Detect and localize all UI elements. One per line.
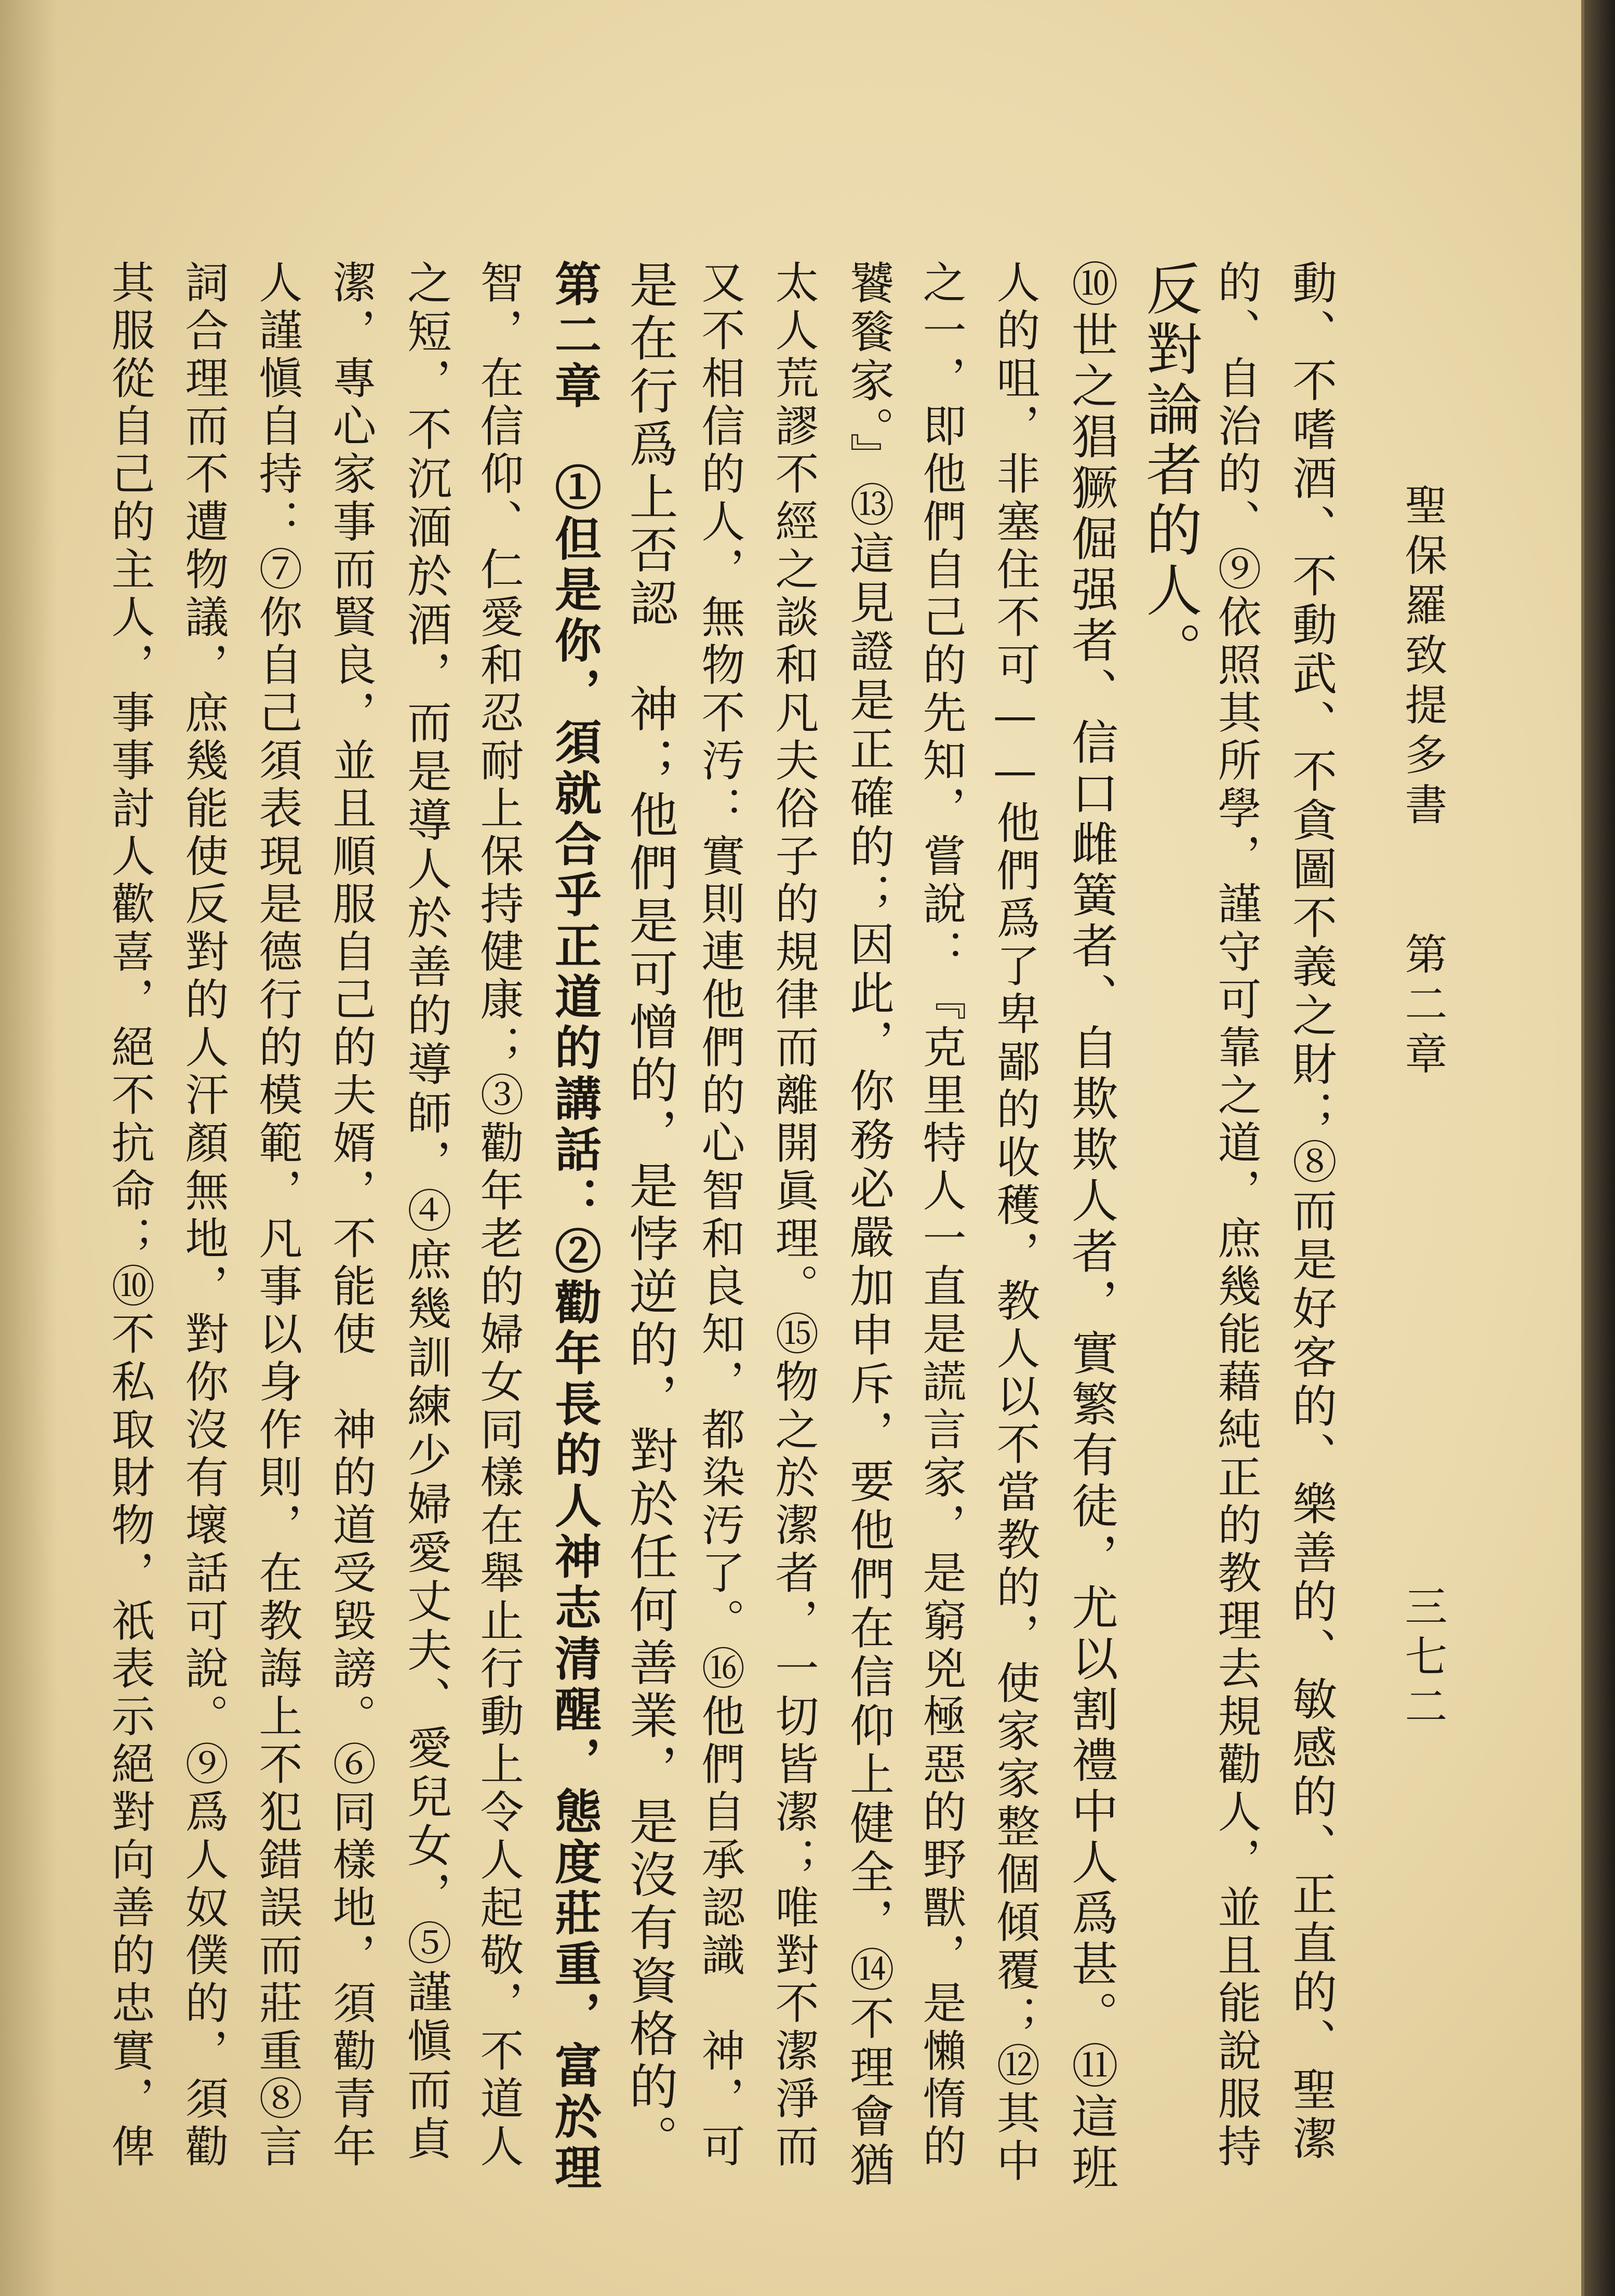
text-column: ⑩世之猖獗倔强者、信口雌簧者、自欺欺人者，實繁有徒，尤以割禮中人爲甚。⑪這班 [1063, 260, 1118, 2194]
page-number: 三七二 [1398, 1584, 1447, 1734]
text-column: 之一，即他們自己的先知，嘗說：『克里特人一直是謊言家，是窮兇極惡的野獸，是懶惰的 [916, 260, 967, 2171]
text-column: 之短，不沉湎於酒，而是導人於善的導師，④庶幾訓練少婦愛丈夫、愛兒女，⑤謹愼而貞 [399, 260, 451, 2164]
text-column: 詞合理而不遭物議，庶幾能使反對的人汗顏無地，對你沒有壞話可說。⑨爲人奴僕的，須勸 [178, 260, 229, 2171]
text-column: 潔，專心家事而賢良，並且順服自己的夫婿，不能使 神的道受毀謗。⑥同樣地，須勸青年 [326, 260, 377, 2171]
text-column: 其服從自己的主人，事事討人歡喜，絕不抗命；⑩不私取財物，祇表示絕對向善的忠實，俾 [104, 260, 155, 2171]
scan-edge [1584, 0, 1615, 2296]
text-column: 是在行爲上否認 神；他們是可憎的，是悖逆的，對於任何善業，是沒有資格的。 [621, 260, 677, 2167]
title-gap [1398, 832, 1447, 932]
text-column: 又不相信的人，無物不汚：實則連他們的心智和良知，都染汚了。⑯他們自承認識 神，可 [695, 260, 745, 2171]
text-column: 動、不嗜酒、不動武、不貪圖不義之財；⑧而是好客的、樂善的、敏感的、正直的、聖潔 [1285, 260, 1337, 2164]
page-fold-shadow [0, 0, 57, 2296]
text-column: 饕餮家。』⑬這見證是正確的；因此，你務必嚴加申斥，要他們在信仰上健全，⑭不理會猶 [842, 260, 894, 2191]
running-title [1392, 483, 1453, 1082]
text-column: 人謹愼自持：⑦你自己須表現是德行的模範，凡事以身作則，在教誨上不犯錯誤而莊重⑧言 [252, 260, 303, 2171]
text-column: 太人荒謬不經之談和凡夫俗子的規律而離開眞理。⑮物之於潔者，一切皆潔；唯對不潔淨而 [768, 260, 819, 2171]
book-title: 聖保羅致提多書 [1398, 483, 1447, 832]
text-column: 反對論者的人。 [1137, 260, 1202, 682]
text-column: 的、自治的、⑨依照其所學，謹守可靠之道，庶幾能藉純正的教理去規勸人，並且能說服持 [1211, 260, 1262, 2171]
chapter-label: 第二章 [1398, 932, 1447, 1082]
chapter-heading-column: 第二章 ①但是你，須就合乎正道的講話：②勸年長的人神志清醒，態度莊重，富於理 [546, 260, 602, 2194]
text-column: 智，在信仰、仁愛和忍耐上保持健康；③勸年老的婦女同樣在舉止行動上令人起敬，不道人 [473, 260, 524, 2171]
text-column: 人的咀，非塞住不可——他們爲了卑鄙的收穫，教人以不當教的，使家家整個傾覆；⑫其中 [990, 260, 1040, 2186]
